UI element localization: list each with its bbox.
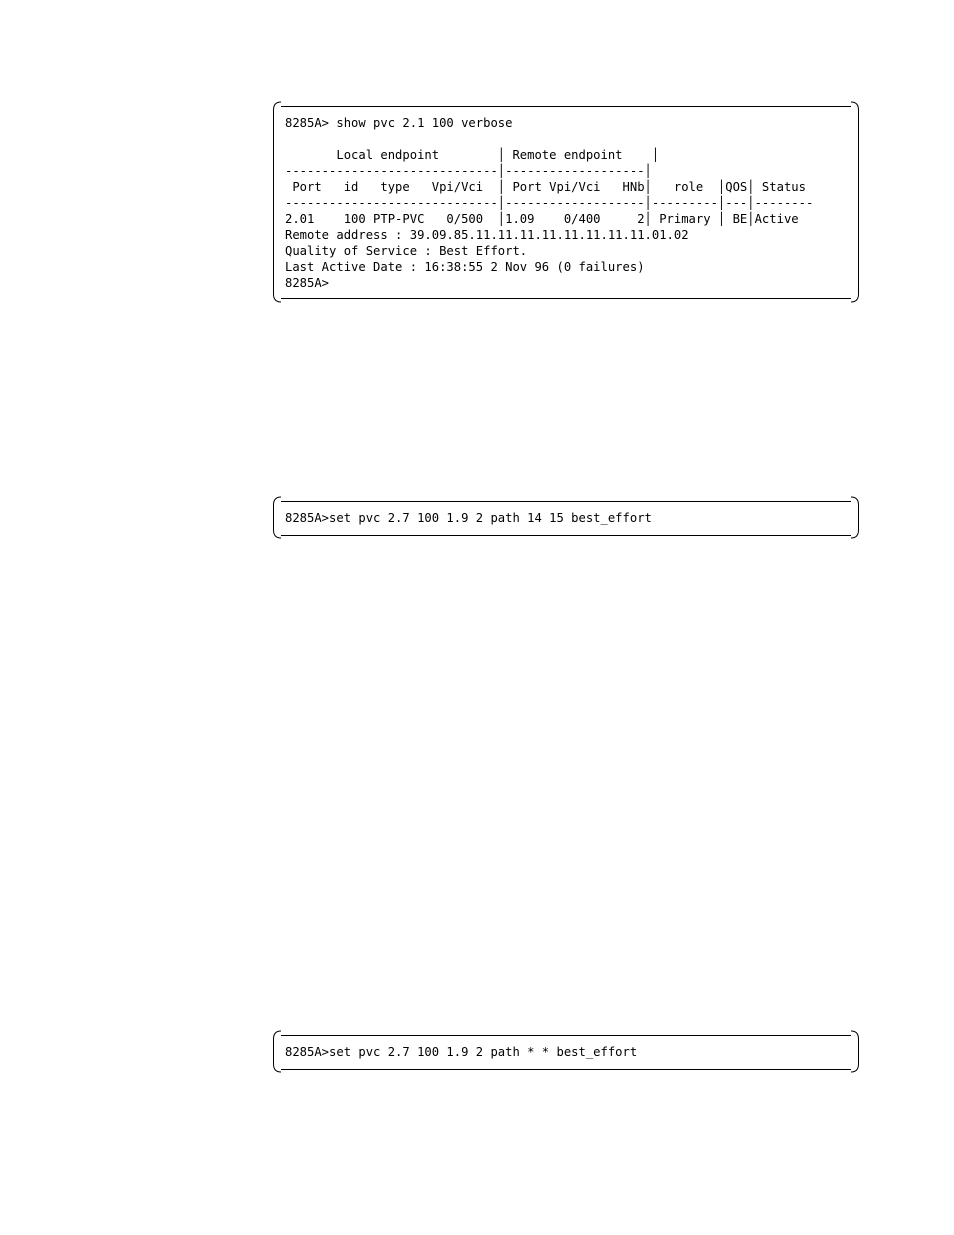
terminal-line: 2.01 100 PTP-PVC 0/500 │1.09 0/400 2│ Primary │ BE│Active bbox=[285, 212, 799, 226]
terminal-line: 8285A>set pvc 2.7 100 1.9 2 path * * best_effort bbox=[285, 1045, 638, 1059]
terminal-line: Quality of Service : Best Effort. bbox=[285, 244, 528, 258]
terminal-line: Local endpoint │ Remote endpoint │ bbox=[285, 148, 660, 162]
screen-example-set-pvc-wildcard bbox=[273, 1030, 859, 1073]
terminal-line: Remote address : 39.09.85.11.11.11.11.11.11.11.11.01.02 bbox=[285, 228, 689, 242]
terminal-line: Port id type Vpi/Vci │ Port Vpi/Vci HNb│ role │QOS│ Status bbox=[285, 180, 806, 194]
terminal-line: 8285A> bbox=[285, 276, 330, 290]
screen-example-set-pvc-path bbox=[273, 496, 859, 539]
screen-example-show-pvc bbox=[273, 101, 859, 303]
terminal-line: -----------------------------│-------------------│ bbox=[285, 164, 652, 178]
terminal-output bbox=[285, 510, 652, 526]
terminal-output bbox=[285, 115, 813, 291]
terminal-line: -----------------------------│-------------------│---------│---│-------- bbox=[285, 196, 814, 210]
terminal-output bbox=[285, 1044, 637, 1060]
terminal-line: 8285A> show pvc 2.1 100 verbose bbox=[285, 116, 513, 130]
terminal-line: 8285A>set pvc 2.7 100 1.9 2 path 14 15 best_effort bbox=[285, 511, 652, 525]
terminal-line: Last Active Date : 16:38:55 2 Nov 96 (0 failures) bbox=[285, 260, 645, 274]
